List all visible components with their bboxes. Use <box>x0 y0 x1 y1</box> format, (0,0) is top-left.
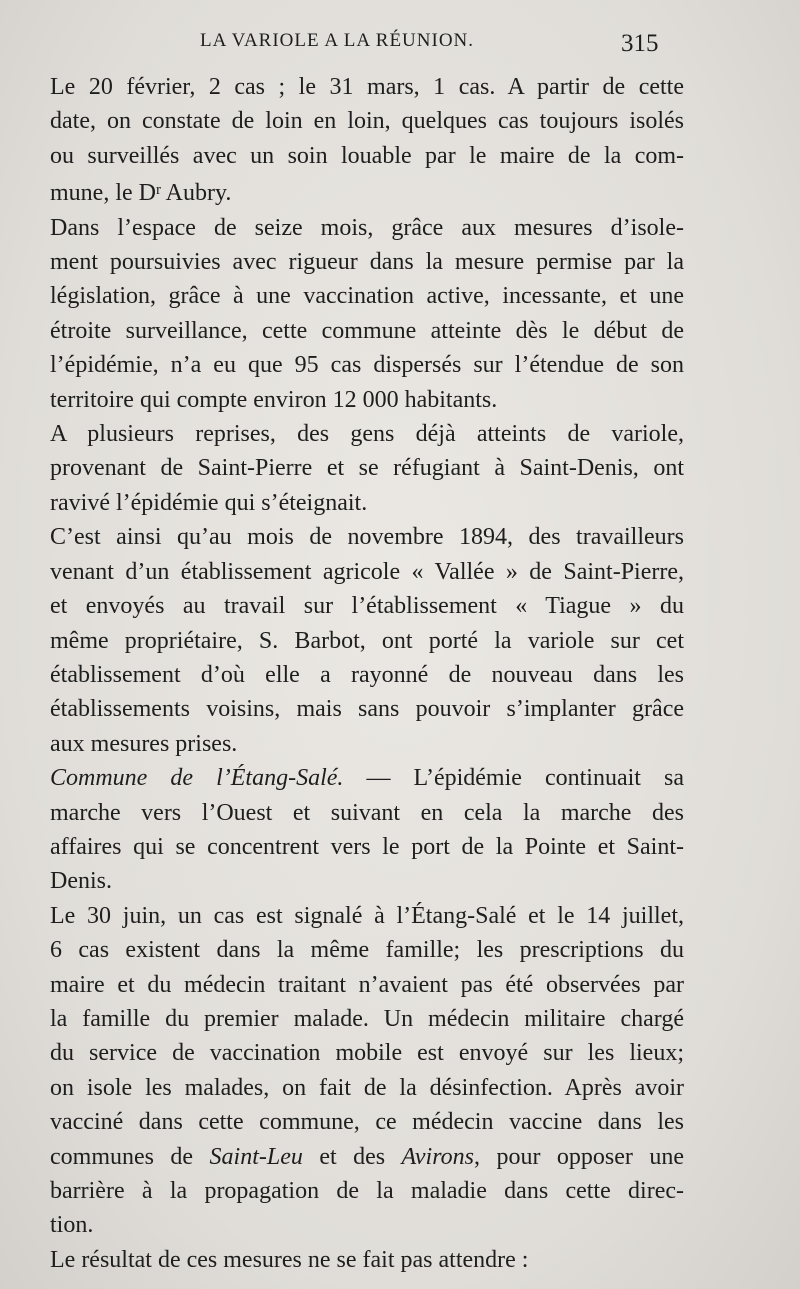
text-line: territoire qui compte environ 12 000 habitants. <box>50 386 498 413</box>
text-fragment: communes de <box>50 1143 210 1170</box>
paragraph <box>32 1243 684 1277</box>
text-line: provenant de Saint-Pierre et se réfugiant à Saint-Denis, ont <box>50 455 684 482</box>
text-line: la famille du premier malade. Un médecin militaire chargé <box>50 1005 684 1032</box>
text-line: vacciné dans cette commune, ce médecin vaccine dans les <box>50 1109 684 1136</box>
page-number: 315 <box>621 30 659 57</box>
text-line: marche vers l’Ouest et suivant en cela la marche des <box>50 799 684 826</box>
text-line <box>32 173 684 210</box>
text-line: venant d’un établissement agricole « Vallée » de Saint-Pierre, <box>50 558 684 585</box>
text-fragment: , pour opposer une <box>474 1143 684 1170</box>
text-line: législation, grâce à une vaccination active, incessante, et une <box>50 283 684 310</box>
text-line: barrière à la propagation de la maladie dans cette direc- <box>50 1178 684 1204</box>
text-line: Le 20 février, 2 cas ; le 31 mars, 1 cas. A partir de cette <box>50 74 684 100</box>
text-line: Le résultat de ces mesures ne se fait pas attendre : <box>50 1246 529 1273</box>
text-line: l’épidémie, n’a eu que 95 cas dispersés sur l’étendue de son <box>50 352 684 379</box>
text-line: date, on constate de loin en loin, quelques cas toujours isolés <box>50 108 684 135</box>
text-line: 6 cas existent dans la même famille; les prescriptions du <box>50 937 684 964</box>
paragraph <box>32 520 684 761</box>
section-heading: Commune de l’Étang-Salé. <box>50 765 344 792</box>
place-name: Avirons <box>401 1143 474 1170</box>
text-line: du service de vaccination mobile est envoyé sur les lieux; <box>50 1040 684 1067</box>
text-fragment: mune, le D <box>50 180 156 207</box>
paragraph <box>32 70 684 211</box>
text-fragment: — L’épidémie continuait sa <box>343 765 684 792</box>
text-line: étroite surveillance, cette commune atteinte dès le début de <box>50 317 684 344</box>
text-line: ment poursuivies avec rigueur dans la mesure permise par la <box>50 249 684 276</box>
text-line: même propriétaire, S. Barbot, ont porté la variole sur cet <box>50 627 684 654</box>
text-line: maire et du médecin traitant n’avaient pas été observées par <box>50 971 684 998</box>
text-line: Dans l’espace de seize mois, grâce aux mesures d’isole- <box>50 214 684 241</box>
text-line: Denis. <box>50 868 112 895</box>
text-line: établissements voisins, mais sans pouvoir s’implanter grâce <box>50 696 684 723</box>
text-line: C’est ainsi qu’au mois de novembre 1894, des travailleurs <box>50 524 684 551</box>
paragraph <box>32 211 684 417</box>
text-line: ravivé l’épidémie qui s’éteignait. <box>50 489 368 516</box>
paragraph <box>32 899 684 1243</box>
place-name: Saint-Leu <box>209 1143 303 1170</box>
text-line: A plusieurs reprises, des gens déjà atteints de variole, <box>50 421 684 448</box>
paragraph <box>32 761 684 899</box>
text-fragment: et des <box>302 1143 402 1170</box>
text-line <box>32 1140 684 1174</box>
text-line: tion. <box>50 1212 94 1239</box>
text-fragment: Aubry. <box>160 180 232 207</box>
paragraph <box>32 417 684 520</box>
text-line: Le 30 juin, un cas est signalé à l’Étang-Salé et le 14 juillet, <box>50 902 684 929</box>
running-title: LA VARIOLE A LA RÉUNION. <box>200 30 475 51</box>
text-line: établissement d’où elle a rayonné de nouveau dans les <box>50 661 684 688</box>
body-text <box>32 70 684 1277</box>
text-line: aux mesures prises. <box>50 730 238 757</box>
text-line: on isole les malades, on fait de la désinfection. Après avoir <box>50 1074 684 1101</box>
text-line: ou surveillés avec un soin louable par le maire de la com- <box>50 142 684 169</box>
superscript: r <box>155 182 161 199</box>
text-line: affaires qui se concentrent vers le port de la Pointe et Saint- <box>50 833 684 860</box>
text-line <box>32 761 684 795</box>
text-line: et envoyés au travail sur l’établissement « Tiague » du <box>50 593 684 620</box>
